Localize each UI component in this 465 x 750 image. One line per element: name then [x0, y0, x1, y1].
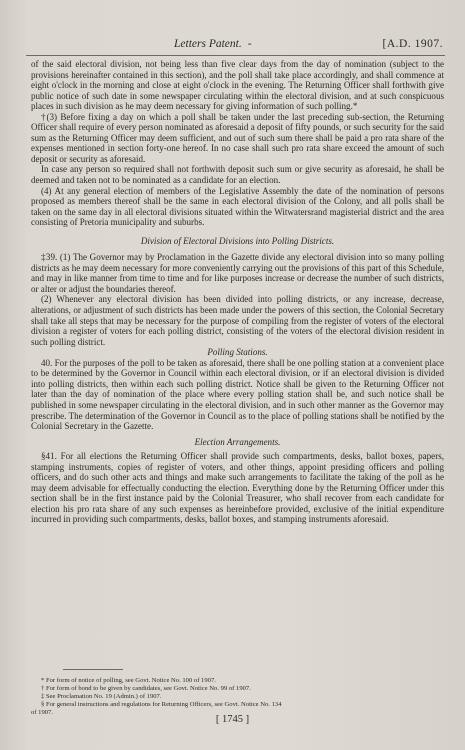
header-title: Letters Patent. -: [174, 38, 252, 50]
header-rule: [26, 55, 445, 56]
footnote-2: † For form of bond to be given by candidates, see Govt. Notice No. 99 of 1907.: [41, 685, 251, 692]
paragraph-7: 40. For the purposes of the poll to be taken as aforesaid, there shall be one polling station at a convenient place to be determined by the Governor in Council within each electoral division, or if an electoral division is divided into polling districts, then within each such polling district. Notice shall be given to the Returning Officer not later than the day of nomination of the place where every polling station shall be, and such notice shall be published in some newspaper circulating in the electoral division, and in such other manner as the Governor may prescribe. The determination of the Governor in Council as to the place of polling stations shall be notified by the Colonial Secretary in the Gazette.: [31, 357, 444, 432]
footnote-rule: [63, 669, 123, 670]
footnotes: [31, 677, 444, 717]
document-body: [31, 59, 444, 525]
paragraph-6: (2) Whenever any electoral division has been divided into polling districts, or any increase, decrease, alterations, or adjustment of such districts has been made under the powers of this section, the Colonial Secretary shall take all steps that may be necessary for the purpose of compiling from the register of voters of the electoral division a register of voters for each polling district, consisting of the voters of the electoral division resident in such polling district.: [31, 294, 444, 347]
running-header: [40, 38, 443, 52]
header-year: [A.D. 1907.: [382, 38, 443, 50]
section-heading-election-arrangements: Election Arrangements.: [194, 436, 281, 447]
section-heading-polling-districts: Division of Electoral Divisions into Polling Districts.: [140, 235, 335, 246]
footnote-1: * For form of notice of polling, see Govt. Notice No. 100 of 1907.: [41, 677, 216, 684]
footnote-4: § For general instructions and regulations for Returning Officers, see Govt. Notice No. 134: [41, 701, 282, 708]
paragraph-2: †(3) Before fixing a day on which a poll shall be taken under the last preceding sub-section, the Returning Officer shall require of every person nominated as aforesaid a deposit of fifty pounds, or such security for the said sum as the Returning Officer may deem sufficient, and out of such sum there shall be paid a pro rata share of the expenses mentioned in section forty-one hereof. In no case shall such pro rata share exceed the amount of such deposit or security as aforesaid.: [31, 111, 444, 164]
paragraph-4: (4) At any general election of members of the Legislative Assembly the date of the nomination of persons proposed as members thereof shall be the same in each electoral division of the Colony, and all polls shall be taken on the same day in all electoral divisions situated within the Witwatersrand magisterial district and the area consisting of Pretoria municipality and suburbs.: [31, 185, 444, 228]
footnote-3: ‡ See Proclamation No. 19 (Admin.) of 1907.: [41, 693, 162, 700]
paragraph-3: In case any person so required shall not forthwith deposit such sum or give security as aforesaid, he shall be deemed and taken not to be nominated as a candidate for an election.: [31, 164, 444, 186]
page-number: [ 1745 ]: [215, 714, 250, 725]
paragraph-8: §41. For all elections the Returning Officer shall provide such compartments, desks, ballot boxes, papers, stamping instruments, copies of register of voters, and other things, appoint presiding officers and polling officers, and do such other acts and things and make such arrangements to facilitate the taking of the poll as he may deem advisable for effectually conducting the election. Everything done by the Returning Officer under this section shall be in the first instance paid by the Colonial Treasurer, who shall recover from each candidate for election his pro rata share of any such expenses as hereinbefore provided, exclusive of the initial expenditure incurred in providing such compartments, desks, ballot boxes, and stamping instruments aforesaid.: [31, 451, 444, 525]
paragraph-5: ‡39. (1) The Governor may by Proclamation in the Gazette divide any electoral division into so many polling districts as he may deem necessary for more conveniently carrying out the provisions of this part of this Schedule, and may in like manner from time to time and for like purposes increase or decrease the number of such districts, or alter or adjust the boundaries thereof.: [31, 252, 444, 294]
section-heading-polling-stations: Polling Stations.: [207, 347, 268, 358]
footnote-4-continuation: of 1907.: [31, 709, 53, 716]
paragraph-1: of the said electoral division, not being less than five clear days from the day of nomination (subject to the provisions hereinafter contained in this section), and the poll shall take place accordingly, and shall commence at eight o'clock in the morning and close at eight o'clock in the evening. The Returning Officer shall forthwith give public notice of such date in some newspaper circulating within the electoral division, and at such conspicuous places in such division as he may deem necessary for giving information of such polling.*: [31, 59, 444, 112]
